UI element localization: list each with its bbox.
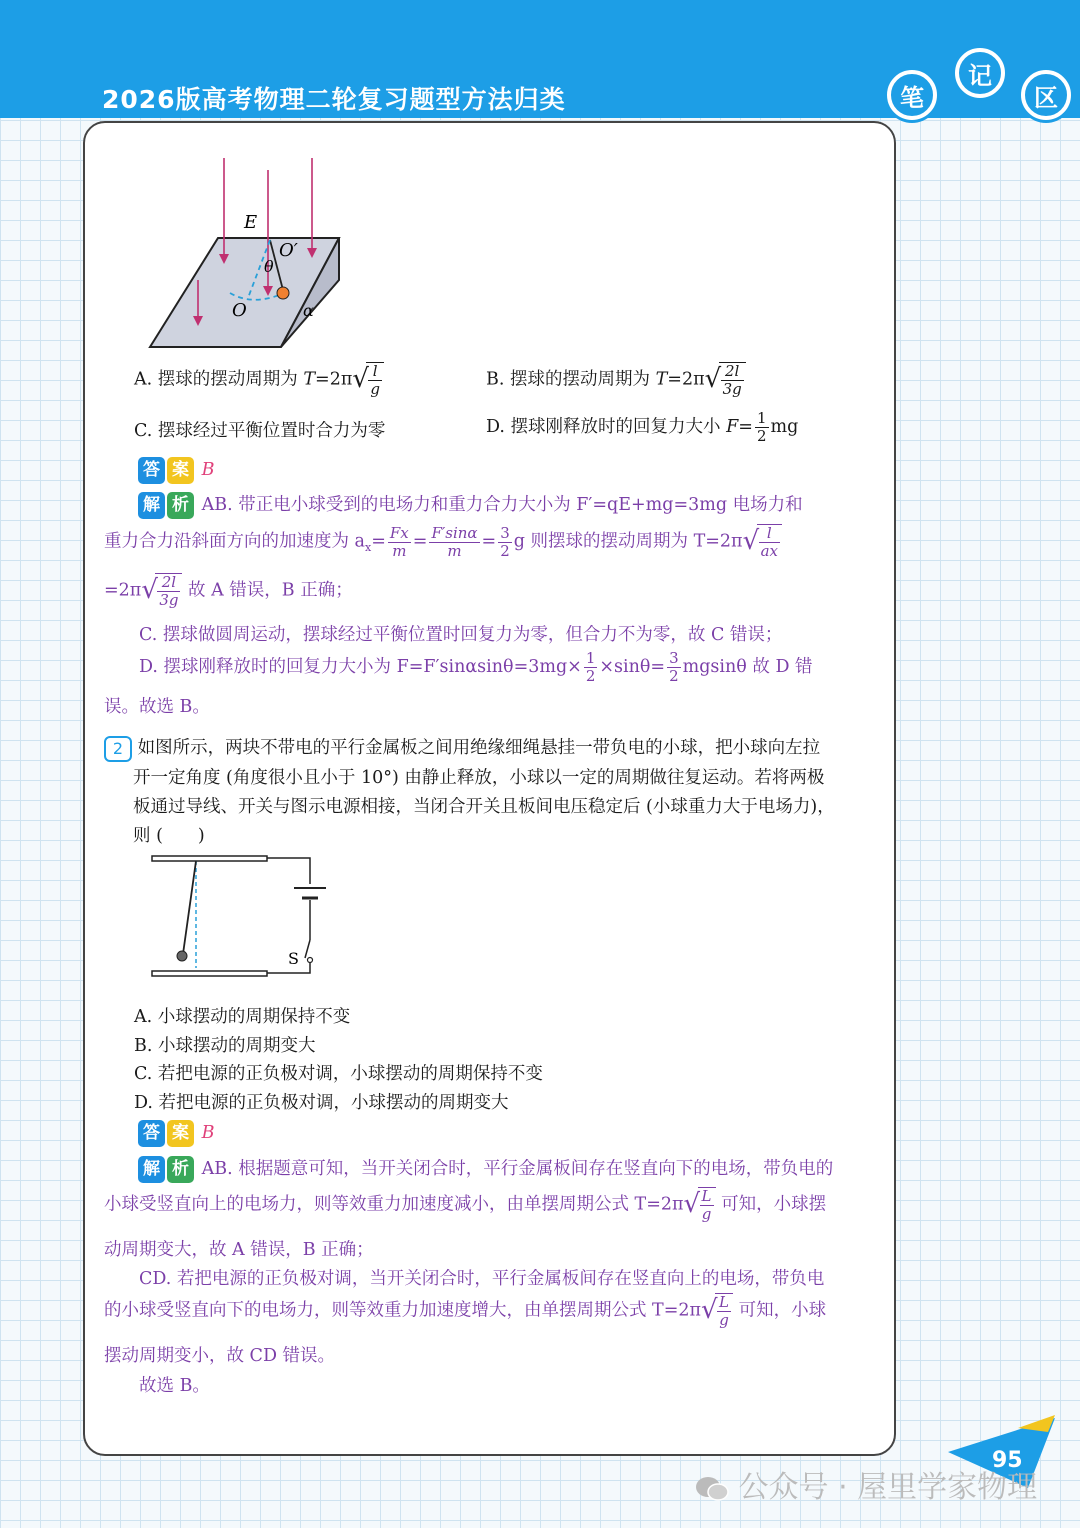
q1-option-C: C. 摆球经过平衡位置时合力为零 (134, 421, 386, 441)
q2-stem-line1: 2 如图所示，两块不带电的平行金属板之间用绝缘细绳悬挂一带负电的小球，把小球向左拉 (104, 734, 820, 762)
q2-option-D: D. 若把电源的正负极对调，小球摆动的周期变大 (134, 1093, 509, 1113)
q2-answer: 答 案 B (138, 1120, 214, 1147)
figure-parallel-plates (148, 850, 333, 982)
label-switch-S: S (288, 949, 299, 968)
q2-analysis-line7: 故选 B。 (139, 1376, 210, 1396)
q1-analysis-line1: 解 析 AB. 带正电小球受到的电场力和重力合力大小为 F′=qE+mg=3mg 电场力和 (138, 491, 803, 519)
q1-answer: 答 案 B (138, 457, 214, 484)
q2-option-B: B. 小球摆动的周期变大 (134, 1036, 316, 1056)
q2-option-A: A. 小球摆动的周期保持不变 (134, 1007, 351, 1027)
q1-analysis-line3: =2π √ $\frac{2l}{3g}$ 故 A 错误，B 正确； (104, 573, 353, 609)
q2-stem-line3: 板通过导线、开关与图示电源相接，当闭合开关且板间电压稳定后 (小球重力大于电场力)， (133, 797, 835, 817)
q1-option-A: A. 摆球的摆动周期为 T=2π √ $\frac{l}{g}$ (134, 362, 384, 398)
q2-analysis-line6: 摆动周期变小，故 CD 错误。 (104, 1346, 336, 1366)
q2-analysis-line5: 的小球受竖直向下的电场力，则等效重力加速度增大，由单摆周期公式 T=2π √ $\frac{L}{g}$ 可知，小球 (104, 1293, 827, 1329)
q2-analysis-line1: 解 析 AB. 根据题意可知，当开关闭合时，平行金属板间存在竖直向下的电场，带负电的 (138, 1155, 833, 1183)
q1-option-B: B. 摆球的摆动周期为 T=2π √ $\frac{2l}{3g}$ (486, 362, 746, 398)
q2-analysis-line4: CD. 若把电源的正负极对调，当开关闭合时，平行金属板间存在竖直向上的电场，带负电 (139, 1269, 825, 1289)
notes-bubble-3: 区 (1021, 70, 1071, 120)
notes-bubble-2: 记 (955, 48, 1005, 98)
q1-analysis-line2: 重力合力沿斜面方向的加速度为 $a_x=$ $\frac{Fx}{m}$ = $\frac{F'\sin\alpha}{m}$ = $\frac{3}{2}$ g 则摆球的摆动周期为 T=2π √ $\frac{l}{ax}$ (104, 524, 782, 560)
q1-analysis-line5: D. 摆球刚释放时的回复力大小为 F=F′sinαsinθ=3mg× $\frac{1}{2}$ ×sinθ= $\frac{3}{2}$ mgsinθ 故 D 错 (139, 649, 813, 685)
q2-analysis-line3: 动周期变大，故 A 错误，B 正确； (104, 1240, 374, 1260)
q1-option-D: D. 摆球刚释放时的回复力大小 F= $\frac{1}{2}$ mg (486, 409, 799, 445)
figure-incline-pendulum (140, 150, 360, 355)
q2-stem-line2: 开一定角度 (角度很小且小于 10°) 由静止释放，小球以一定的周期做往复运动。若将两极 (133, 768, 825, 788)
label-alpha: α (303, 301, 314, 320)
page-number: 95 (992, 1448, 1023, 1473)
watermark: 公众号 · 屋里学家物理 (695, 1462, 1037, 1506)
q2-analysis-line2: 小球受竖直向上的电场力，则等效重力加速度减小，由单摆周期公式 T=2π √ $\frac{L}{g}$ 可知，小球摆 (104, 1187, 827, 1223)
label-O-prime: O′ (279, 240, 298, 261)
label-O: O (232, 300, 247, 321)
book-title: 2026版高考物理二轮复习题型方法归类 (102, 85, 566, 114)
q2-option-C: C. 若把电源的正负极对调，小球摆动的周期保持不变 (134, 1064, 543, 1084)
notes-bubble-1: 笔 (887, 70, 937, 120)
q1-analysis-line4: C. 摆球做圆周运动，摆球经过平衡位置时回复力为零，但合力不为零，故 C 错误； (139, 625, 783, 645)
q1-analysis-line6: 误。故选 B。 (104, 697, 210, 717)
label-E: E (244, 212, 258, 233)
q2-number: 2 (104, 736, 132, 762)
q2-stem-line4: 则 ( ) (133, 826, 205, 846)
label-theta: θ (264, 257, 274, 276)
wechat-icon (695, 1475, 729, 1503)
